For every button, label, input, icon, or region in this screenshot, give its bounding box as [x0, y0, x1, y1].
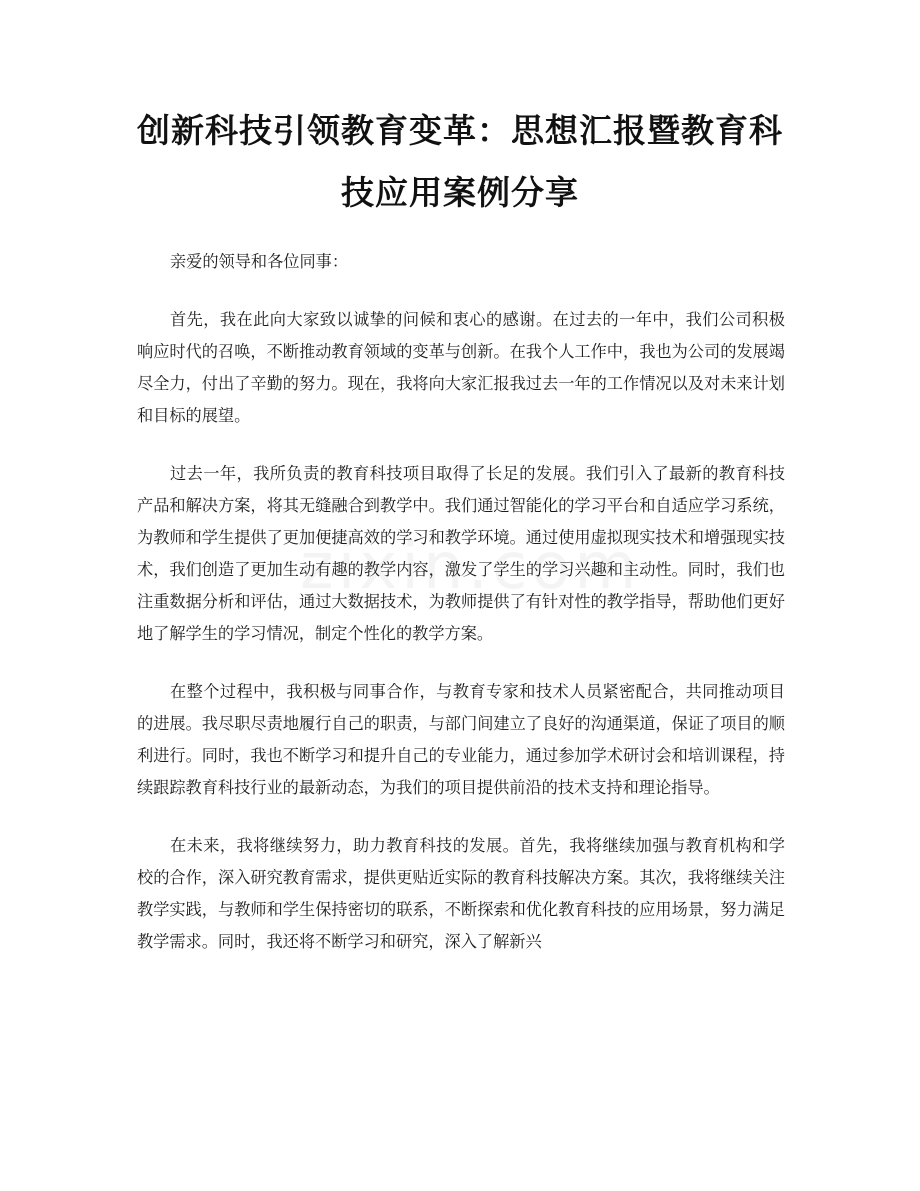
paragraph: 过去一年，我所负责的教育科技项目取得了长足的发展。我们引入了最新的教育科技产品和解决方案，将其无缝融合到教学中。我们通过智能化的学习平台和自适应学习系统，为教师和学生提供了更加便捷高效的学习和教学环境。通过使用虚拟现实技术和增强现实技术，我们创造了更加生动有趣的教学内容，激发了学生的学习兴趣和主动性。同时，我们也注重数据分析和评估，通过大数据技术，为教师提供了有针对性的教学指导，帮助他们更好地了解学生的学习情况，制定个性化的教学方案。	[137, 464, 785, 643]
paragraph: 在未来，我将继续努力，助力教育科技的发展。首先，我将继续加强与教育机构和学校的合作，深入研究教育需求，提供更贴近实际的教育科技解决方案。其次，我将继续关注教学实践，与教师和学生保持密切的联系，不断探索和优化教育科技的应用场景，努力满足教学需求。同时，我还将不断学习和研究，深入了解新兴	[137, 836, 785, 951]
salutation: 亲爱的领导和各位同事：	[170, 252, 349, 271]
paragraph: 首先，我在此向大家致以诚挚的问候和衷心的感谢。在过去的一年中，我们公司积极响应时代的召唤，不断推动教育领域的变革与创新。在我个人工作中，我也为公司的发展竭尽全力，付出了辛勤的努力。现在，我将向大家汇报我过去一年的工作情况以及对未来计划和目标的展望。	[137, 310, 785, 425]
title-line-2: 技应用案例分享	[341, 173, 579, 212]
document-body	[137, 246, 785, 984]
document-title	[120, 100, 800, 224]
paragraph: 在整个过程中，我积极与同事合作，与教育专家和技术人员紧密配合，共同推动项目的进展。我尽职尽责地履行自己的职责，与部门间建立了良好的沟通渠道，保证了项目的顺利进行。同时，我也不断学习和提升自己的专业能力，通过参加学术研讨会和培训课程，持续跟踪教育科技行业的最新动态，为我们的项目提供前沿的技术支持和理论指导。	[137, 682, 785, 797]
title-line-1: 创新科技引领教育变革：思想汇报暨教育科	[137, 111, 783, 150]
